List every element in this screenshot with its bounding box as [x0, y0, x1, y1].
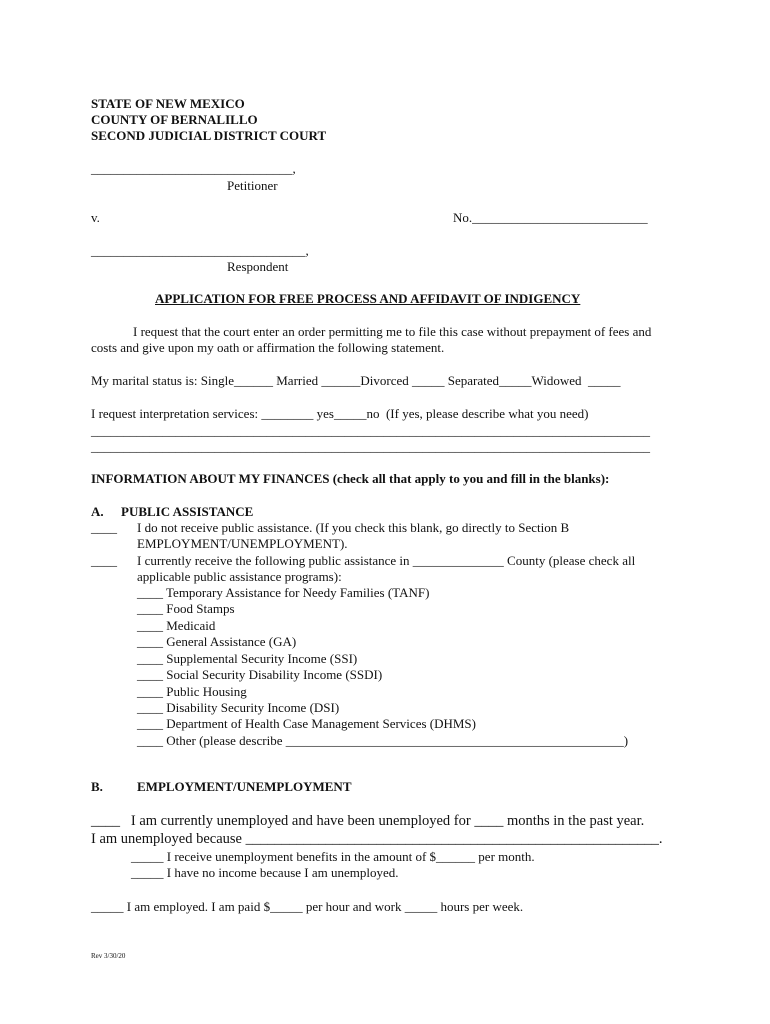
section-b-letter: B.	[91, 779, 103, 794]
state-heading: STATE OF NEW MEXICO	[91, 96, 245, 111]
respondent-label: Respondent	[227, 259, 289, 274]
program-public-housing[interactable]: ____ Public Housing	[137, 684, 247, 699]
unemployed-reason-line[interactable]: I am unemployed because _________________________________________________________.	[91, 831, 663, 847]
case-number-field[interactable]: No.___________________________	[453, 210, 648, 225]
intro-line-2: costs and give upon my oath or affirmation the following statement.	[91, 340, 445, 355]
petitioner-blank[interactable]: _______________________________,	[91, 161, 296, 176]
program-general-assistance[interactable]: ____ General Assistance (GA)	[137, 634, 297, 649]
receives-assistance-text-1[interactable]: I currently receive the following public assistance in ______________ County (please check all	[137, 553, 636, 568]
program-tanf[interactable]: ____ Temporary Assistance for Needy Families (TANF)	[137, 585, 430, 600]
employed-line[interactable]: _____ I am employed. I am paid $_____ per hour and work _____ hours per week.	[91, 899, 524, 914]
interpretation-blank-1[interactable]: ______________________________________________________________________________________	[91, 423, 650, 438]
interpretation-line[interactable]: I request interpretation services: ________ yes_____no (If yes, please describe what you need)	[91, 406, 589, 421]
program-ssdi[interactable]: ____ Social Security Disability Income (SSDI)	[137, 667, 383, 682]
section-a-heading: PUBLIC ASSISTANCE	[121, 504, 254, 519]
respondent-blank[interactable]: _________________________________,	[91, 243, 309, 258]
document-title: APPLICATION FOR FREE PROCESS AND AFFIDAVIT OF INDIGENCY	[155, 291, 581, 306]
program-medicaid[interactable]: ____ Medicaid	[137, 618, 216, 633]
section-a-letter: A.	[91, 504, 104, 519]
program-dhms[interactable]: ____ Department of Health Case Management Services (DHMS)	[137, 716, 476, 731]
section-b-heading: EMPLOYMENT/UNEMPLOYMENT	[137, 779, 352, 794]
program-dsi[interactable]: ____ Disability Security Income (DSI)	[137, 700, 340, 715]
program-other[interactable]: ____ Other (please describe ____________________________________________________)	[137, 733, 629, 748]
no-assistance-text-2: EMPLOYMENT/UNEMPLOYMENT).	[137, 536, 348, 551]
versus-label: v.	[91, 210, 100, 225]
no-assistance-text-1: I do not receive public assistance. (If you check this blank, go directly to Section B	[137, 520, 570, 535]
court-heading: SECOND JUDICIAL DISTRICT COURT	[91, 128, 327, 143]
marital-status-line[interactable]: My marital status is: Single______ Married ______Divorced _____ Separated_____Widowed _____	[91, 373, 621, 388]
no-income-line[interactable]: _____ I have no income because I am unemployed.	[131, 865, 399, 880]
receives-assistance-text-2: applicable public assistance programs):	[137, 569, 342, 584]
unemployment-benefits-line[interactable]: _____ I receive unemployment benefits in the amount of $______ per month.	[131, 849, 535, 864]
no-assistance-checkbox[interactable]: ____	[91, 520, 117, 535]
intro-line-1: I request that the court enter an order permitting me to file this case without prepayment of fees and	[133, 324, 652, 339]
petitioner-label: Petitioner	[227, 178, 278, 193]
interpretation-blank-2[interactable]: ______________________________________________________________________________________	[91, 439, 650, 454]
finances-heading: INFORMATION ABOUT MY FINANCES (check all that apply to you and fill in the blanks):	[91, 471, 610, 486]
county-heading: COUNTY OF BERNALILLO	[91, 112, 258, 127]
receives-assistance-checkbox[interactable]: ____	[91, 553, 117, 568]
revision-date: Rev 3/30/20	[91, 952, 126, 960]
program-ssi[interactable]: ____ Supplemental Security Income (SSI)	[137, 651, 358, 666]
unemployed-line[interactable]: ____ I am currently unemployed and have been unemployed for ____ months in the past year.	[91, 813, 645, 829]
program-food-stamps[interactable]: ____ Food Stamps	[137, 601, 235, 616]
